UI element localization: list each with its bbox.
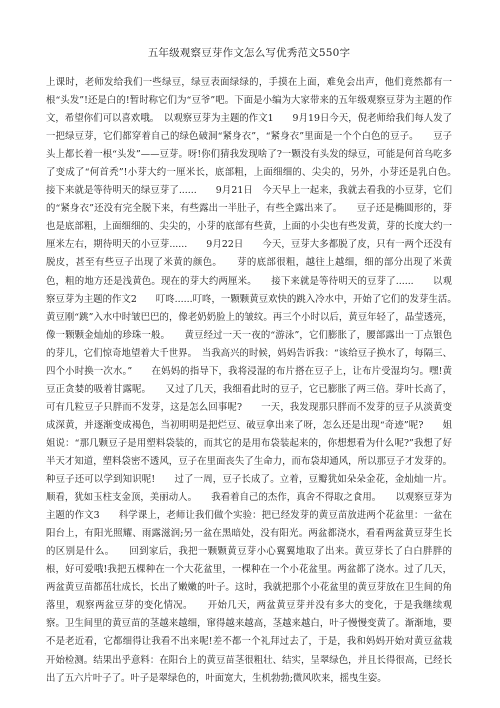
document-body: 上课时，老师发给我们一些绿豆，绿豆表面绿绿的，手摸在上面，难免会出声，他们竟然都有一根“头发”!还是白的!暂时称它们为“豆爷”吧。下面是小编为大家带来的五年级观察豆芽为主题的作文，希望你们可以喜欢哦。 以观察豆芽为主题的作文1 9月19日今天，倪老师给我们每人发了一把绿豆芽，它们都穿着自己的绿色破洞“紧身衣”，“紧身衣”里面是一个个白色的豆子。 豆子头上都长着一根“头发”——豆芽。呀!你们猜我发现啥了?一颗没有头发的绿豆，可能是何首乌吃多了变成了“何首秃”!小芽大约一厘米长，底部粗，上面细细的、尖尖的，另外，小芽还是乳白色。 接下来就是等待明天的绿豆芽了...... 9月21日 今天早上一起来，我就去看我的小豆芽，它们的“紧身衣”还没有完全脱下来，有些露出一半肚子，有些全露出来了。 豆子还是椭圆形的，芽也是底部粗，上面细细的、尖尖的，小芽的底部有些黄，上面的小尖也有些发黄，芽的长度大约一厘米左右，期待明天的小豆芽...... 9月22日 今天，豆芽大多都脱了皮，只有一两个还没有脱皮，甚至有些豆子出现了米黄的颜色。 芽的底部很粗，越往上越细，细的部分出现了米黄色，粗的地方还是浅黄色。现在的芽大约两厘米。 接下来就是等待明天的豆芽了...... 以观察豆芽为主题的作文2 叮咚......叮咚，一颗颗黄豆欢快的跳入冷水中，开始了它们的发芽生活。 黄豆刚“跳”入水中时皱巴巴的，像老奶奶脸上的皱纹。再三个小时以后，黄豆年轻了，晶莹透亮，像一颗颗金灿灿的珍珠一般。 黄豆经过一天一夜的“游泳”，它们膨胀了，腰部露出一丁点银色的芽儿，它们惊奇地望着大千世界。 当我高兴的时候，妈妈告诉我：“该给豆子换水了，每隔三、四个小时换一次水。” 在妈妈的指导下，我将浸湿的布片搭在豆子上，让布片受湿均匀。嘿!黄豆正贪婪的吸着甘露呢。 又过了几天，我细看此时的豆子，它已膨胀了两三倍。芽叶长高了，可有几粒豆子只胖而不发芽，这是怎么回事呢? 一天，我发现那只胖而不发芽的豆子从淡黄变成深黄，并逐渐变成褐色，当初明明是把烂豆、破豆拿出来了呀，怎么还是出现“奇迹”呢? 姐姐说：“那几颗豆子是用塑料袋装的，而其它的是用布袋装起来的，你想想看为什么呢?”我想了好半天才知道，塑料袋密不透风，豆子在里面丧失了生命力，而布袋却通风，所以那豆子才发芽的。种豆子还可以学到知识呢! 过了一周，豆子长成了。立着，豆瓣犹如朵朵金花，金灿灿一片。顺看，犹如玉柱支金顶，美丽动人。 我看着自己的杰作，真舍不得取之食用。 以观察豆芽为主题的作文3 科学课上，老师让我们做个实验：把已经发芽的黄豆苗放进两个花盆里：一盆在阳台上，有阳光照耀、雨露滋润;另一盆在黑暗处，没有阳光。两盆都浇水，看看两盆黄豆芽生长的区别是什么。 回到家后，我把一颗颗黄豆芽小心翼翼地取了出来。黄豆芽长了白白胖胖的根，好可爱哦!我把五棵种在一个大花盆里，一棵种在一个小花盆里。两盆都了浇水。过了几天，两盆黄豆苗都茁壮成长，长出了嫩嫩的叶子。这时，我就把那个小花盆里的黄豆芽放在卫生间的角落里，观察两盆豆芽的变化情况。 开始几天，两盆黄豆芽并没有多大的变化，于是我继续观察。卫生间里的黄豆苗的茎越来越细，窜得越来越高，茎越来越白，叶子慢慢变黄了。渐渐地，要不是老近看，它都细得让我看不出来呢!差不都一个礼拜过去了，于是，我和妈妈开始对黄豆盆栽开始检测。结果出乎意料：在阳台上的黄豆苗茎很粗壮、结实，呈翠绿色，并且长得很高，已经长出了五六片叶子了。叶子是翠绿色的，叶面宽大，生机勃勃;微风吹来，摇曳生姿。 <box>46 77 471 684</box>
document-title: 五年级观察豆芽作文怎么写优秀范文550字 <box>147 47 351 59</box>
